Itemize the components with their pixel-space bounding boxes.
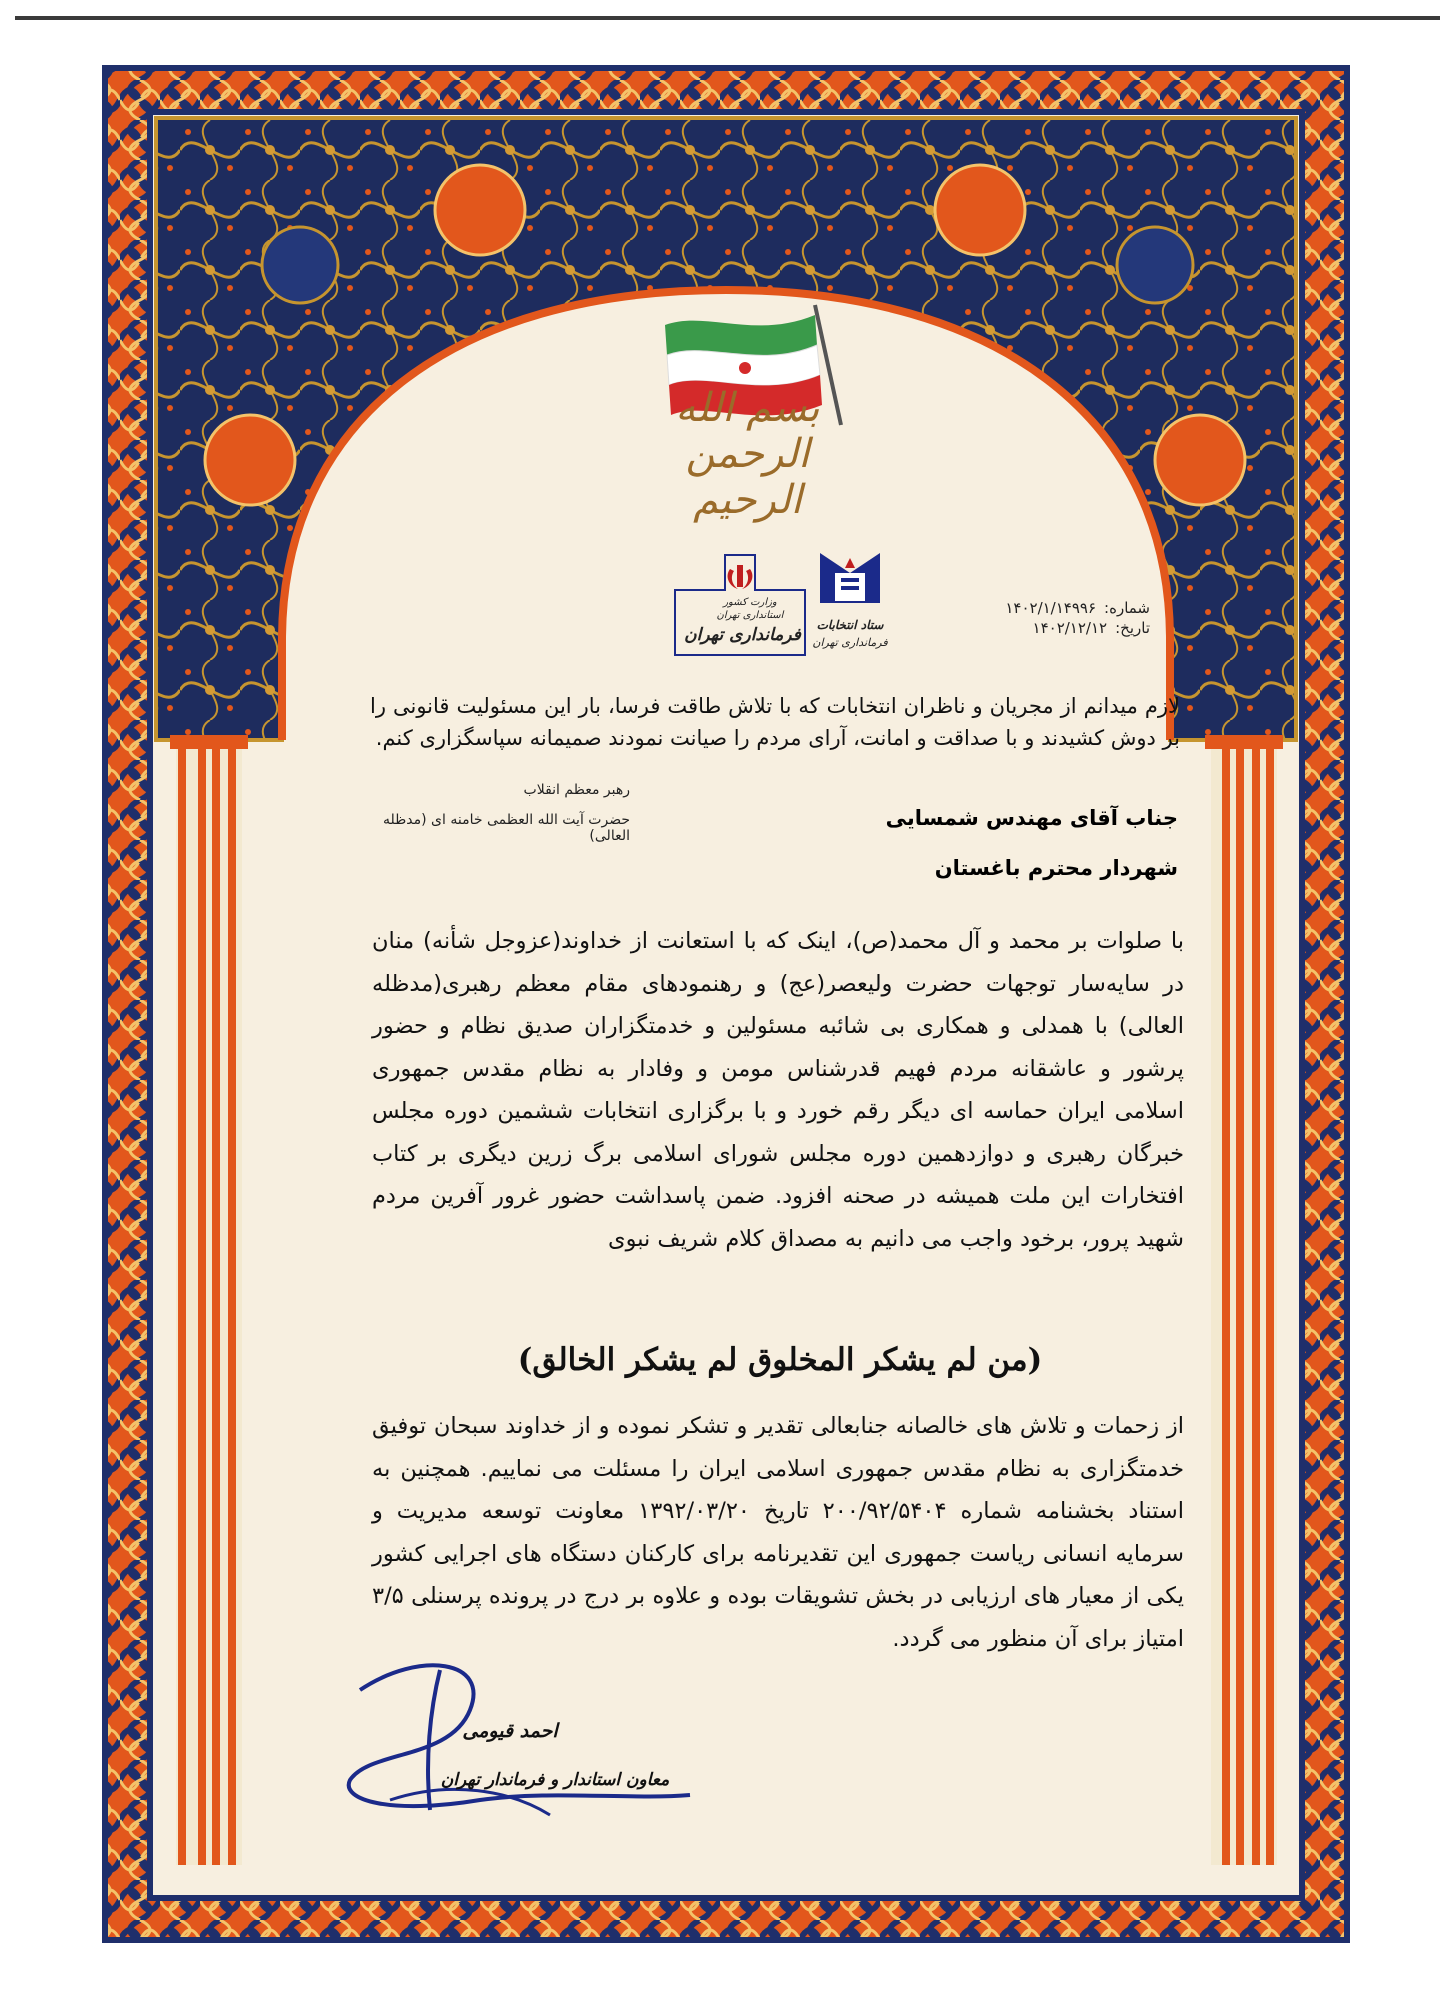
date-label: تاریخ: (1115, 619, 1150, 637)
date-value: ۱۴۰۲/۱۲/۱۲ (1032, 619, 1108, 637)
body-paragraph-1: با صلوات بر محمد و آل محمد(ص)، اینک که با استعانت از خداوند(عزوجل شأنه) منان در سایه‌سار توجهات حضرت ولیعصر(عج) و رهنمودهای مقام معظم رهبری(مدظله العالی) با همدلی و همکاری بی شائبه مسئولین و خدمتگزاران صدیق نظام و حضور پرشور و عاشقانه مردم فهیم قدرشناس مومن و وفادار به نظام مقدس جمهوری اسلامی ایران حماسه ای دیگر رقم خورد و با برگزاری انتخابات ششمین دوره مجلس خبرگان رهبری و دوازدهمین دوره مجلس شورای اسلامی برگ زرین دیگری بر کتاب افتخارات این ملت همیشه در صحنه افزود. ضمن پاسداشت حضور غرور آفرین مردم شهید پرور، برخود واجب می دانیم به مصداق کلام شریف نبوی (372, 928, 1184, 1252)
election-headquarters-logo (805, 548, 895, 668)
signer-title: معاون استاندار و فرماندار تهران (440, 1770, 670, 1790)
governorate-logo-line3: فرمانداری تهران (684, 625, 801, 645)
number-label: شماره: (1104, 599, 1150, 617)
addressee-name: جناب آقای مهندس شمسایی (885, 806, 1178, 830)
letter-date-row (1020, 618, 1150, 638)
number-value: ۱۴۰۲/۱/۱۴۹۹۶ (1005, 599, 1097, 617)
election-logo-line2: فرمانداری تهران (812, 636, 888, 649)
bismillah-calligraphy: بسم الله الرحمن الرحیم (675, 385, 820, 523)
body-paragraph-2: از زحمات و تلاش های خالصانه جنابعالی تقدیر و تشکر نموده و از خداوند سبحان توفیق خدمتگزاری به نظام مقدس جمهوری اسلامی ایران را مسئلت می نماییم. همچنین به استناد بخشنامه شماره ۲۰۰/۹۲/۵۴۰۴ تاریخ ۱۳۹۲/۰۳/۲۰ معاونت توسعه مدیریت و سرمایه انسانی ریاست جمهوری این تقدیرنامه برای کارکنان دستگاه های اجرایی کشور یکی از معیار های ارزیابی در بخش تشویقات بوده و علاوه بر درج در پرونده پرسنلی ۳/۵ امتیاز برای آن منظور می گردد. (372, 1413, 1184, 1652)
leader-quote: لازم میدانم از مجریان و ناظران انتخابات که با تلاش طاقت فرسا، بار این مسئولیت قانونی را بر دوش کشیدند و با صداقت و امانت، آرای مردم را صیانت نمودند صمیمانه سپاسگزاری کنم. (370, 694, 1180, 750)
governorate-logo-line1: وزارت کشور (723, 597, 777, 608)
governorate-logo (665, 545, 815, 665)
addressee-position: شهردار محترم باغستان (934, 856, 1178, 880)
quote-attribution-title: رهبر معظم انقلاب (523, 782, 630, 798)
quote-attribution-name: حضرت آیت الله العظمی خامنه ای (مدظله العالی) (383, 812, 630, 844)
signer-name: احمد قیومی (462, 1720, 558, 1742)
governorate-logo-line2: استانداری تهران (716, 610, 784, 621)
reference-block (1005, 598, 1150, 638)
hadith-quote: (من لم یشکر المخلوق لم یشکر الخالق) (517, 1342, 1043, 1378)
letter-number-row (1005, 598, 1150, 618)
election-logo-line1: ستاد انتخابات (816, 618, 884, 632)
